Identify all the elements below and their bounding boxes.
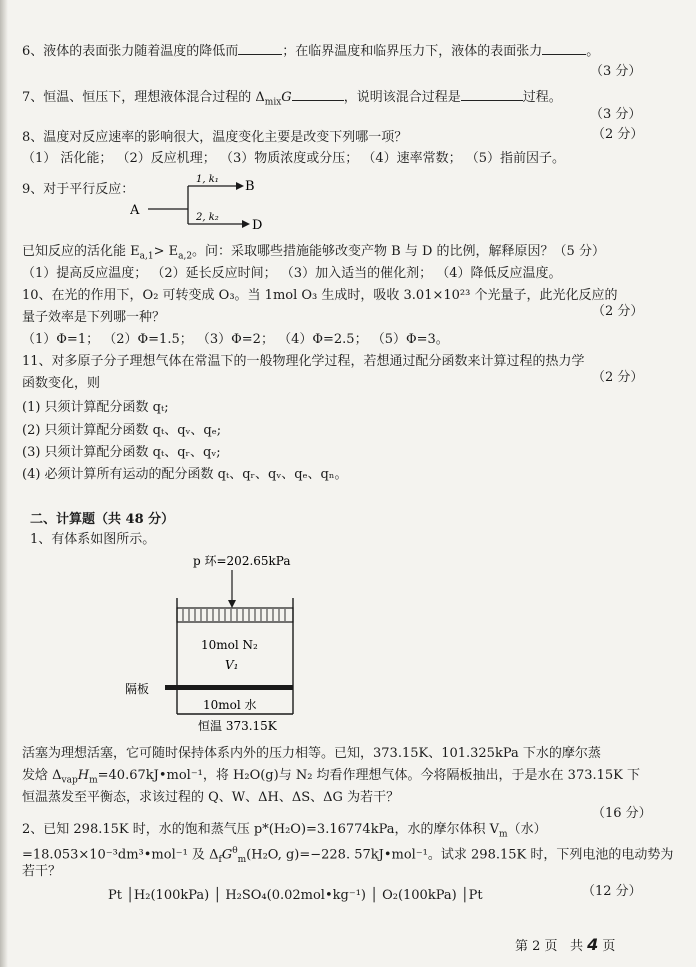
q7-points: （3 分） (590, 107, 642, 122)
q6-blank-1 (238, 42, 282, 55)
c1-volume-label: V₁ (225, 658, 239, 672)
c2-line2-c: (H₂O, g)=−228. 57kJ•mol⁻¹。试求 298.15K 时，下列电池的电动势为 (246, 847, 674, 863)
c2-points: （12 分） (582, 884, 642, 899)
c2-line2-sub2: m (237, 854, 247, 865)
c1-line2-sub2: m (89, 775, 98, 786)
q9-options: （1）提高反应温度； （2）延长反应时间； （3）加入适当的催化剂； （4）降低反应温度。 (22, 266, 562, 281)
c1-piston (177, 608, 293, 622)
q9-known (22, 244, 605, 265)
footer-page: 第 2 页 (515, 939, 558, 954)
q7-line (22, 88, 562, 111)
q10-options: （1）Φ=1； （2）Φ=1.5； （3）Φ=2； （4）Φ=2.5； （5）Φ=3。 (22, 332, 449, 347)
c1-line2-a: 发焓 Δ (22, 768, 62, 783)
q9-species-d: D (252, 218, 263, 233)
q11-line2: 函数变化，则 (22, 376, 101, 391)
c2-line2-sub: f (218, 854, 222, 865)
scan-edge (0, 0, 8, 967)
c1-partition-label: 隔板 (125, 682, 150, 696)
q8-question: 8、温度对反应速率的影响很大，温度变化主要是改变下列哪一项？ (22, 130, 408, 145)
q6-text-b: ；在临界温度和临界压力下，液体的表面张力 (282, 44, 543, 59)
c2-line2 (22, 843, 673, 868)
q6-text-a: 6、液体的表面张力随着温度的降低而 (22, 44, 239, 59)
c1-line1: 活塞为理想活塞，它可随时保持体系内外的压力相等。已知，373.15K、101.325kPa 下水的摩尔蒸 (22, 746, 601, 761)
c1-partition-bar (165, 685, 293, 690)
c2-line2-g: G (221, 847, 233, 863)
c1-pressure-label: p 环=202.65kPa (193, 554, 291, 568)
footer-unit: 页 (602, 939, 616, 954)
q6-line (22, 42, 599, 60)
q10-points: （2 分） (592, 304, 644, 319)
q7-text-a: 7、恒温、恒压下，理想液体混合过程的 Δ (22, 90, 265, 105)
q6-blank-2 (542, 42, 586, 55)
q7-end: 过程。 (522, 90, 562, 105)
c2-line1-sub: m (499, 829, 508, 840)
c2-cell: Pt │H₂(100kPa) │ H₂SO₄(0.02mol•kg⁻¹) │ O₂(100kPa) │Pt (108, 888, 483, 903)
c1-line2-sub: vap (61, 775, 78, 786)
q10-line2: 量子效率是下列哪一种？ (22, 310, 166, 325)
q7-g: G (281, 90, 292, 105)
c1-water-label: 10mol 水 (203, 698, 257, 712)
c2-line2-a: =18.053×10⁻³dm³•mol⁻¹ 及 Δ (22, 847, 219, 863)
page-footer (515, 935, 615, 954)
c2-line2-sup: θ (232, 846, 238, 856)
q11-points: （2 分） (592, 370, 644, 385)
q7-blank-2 (461, 88, 523, 101)
q11-option-3: (3) 只须计算配分函数 qₜ、qᵣ、qᵥ; (22, 445, 221, 460)
q9-path1-label: 1, k₁ (196, 174, 219, 185)
q9-known-sub1: a,1 (139, 251, 154, 262)
c1-intro: 1、有体系如图所示。 (30, 532, 156, 547)
c1-points: （16 分） (592, 806, 652, 821)
footer-total: 4 (587, 935, 599, 954)
q9-known-c: 。问：采取哪些措施能够改变产物 B 与 D 的比例，解释原因？（5 分） (192, 244, 605, 259)
q11-line1: 11、对多原子分子理想气体在常温下的一般物理化学过程，若想通过配分函数来计算过程的热力学 (22, 354, 585, 369)
q11-option-2: (2) 只须计算配分函数 qₜ、qᵥ、qₑ; (22, 423, 222, 438)
q8-options: （1） 活化能； （2）反应机理； （3）物质浓度或分压； （4）速率常数； （5）指前因子。 (22, 151, 566, 166)
c2-line1-a: 2、已知 298.15K 时，水的饱和蒸气压 p*(H₂O)=3.16774kPa，水的摩尔体积 V (22, 822, 500, 837)
c1-line3: 恒温蒸发至平衡态，求该过程的 Q、W、ΔH、ΔS、ΔG 为若干？ (22, 790, 400, 805)
q10-line1: 10、在光的作用下，O₂ 可转变成 O₃。当 1mol O₃ 生成时，吸收 3.01×10²³ 个光量子，此光化反应的 (22, 288, 618, 303)
c1-piston-diagram (125, 546, 315, 742)
q9-species-b: B (245, 179, 255, 194)
q7-text-b: ，说明该混合过程是 (343, 90, 461, 105)
q9-known-sub2: a,2 (178, 251, 193, 262)
c1-gas-label: 10mol N₂ (201, 638, 258, 652)
section2-title: 二、计算题（共 48 分） (30, 512, 175, 527)
c1-line2 (22, 768, 640, 789)
q11-option-4: (4) 必须计算所有运动的配分函数 qₜ、qᵣ、qᵥ、qₑ、qₙ。 (22, 467, 348, 482)
q9-question: 9、对于平行反应： (22, 182, 135, 197)
c2-line3: 若干？ (22, 864, 62, 879)
q9-species-a: A (130, 203, 140, 218)
q7-sub: mix (264, 97, 282, 108)
q7-blank-1 (292, 88, 344, 101)
q6-points: （3 分） (590, 64, 642, 79)
c1-line2-c: =40.67kJ•mol⁻¹，将 H₂O(g)与 N₂ 均看作理想气体。今将隔板抽出，于是水在 373.15K 下 (97, 768, 641, 783)
footer-of: 共 (569, 939, 583, 954)
q6-end: 。 (586, 44, 600, 59)
q9-path2-label: 2, k₂ (196, 212, 219, 223)
c2-line1-b: （水） (507, 822, 547, 837)
q8-points: （2 分） (592, 127, 644, 142)
c1-temp-label: 恒温 373.15K (198, 719, 277, 733)
c2-line1 (22, 822, 547, 843)
c1-line2-h: H (77, 768, 90, 783)
q9-arrow-b-head (236, 182, 244, 190)
c1-pressure-arrow-head (228, 600, 236, 608)
q11-option-1: (1) 只须计算配分函数 qₜ; (22, 400, 169, 415)
q9-arrow-d-head (242, 220, 250, 228)
q9-reaction-diagram (130, 172, 280, 240)
q9-known-b: > E (153, 244, 179, 259)
q9-known-a: 已知反应的活化能 E (22, 244, 140, 259)
